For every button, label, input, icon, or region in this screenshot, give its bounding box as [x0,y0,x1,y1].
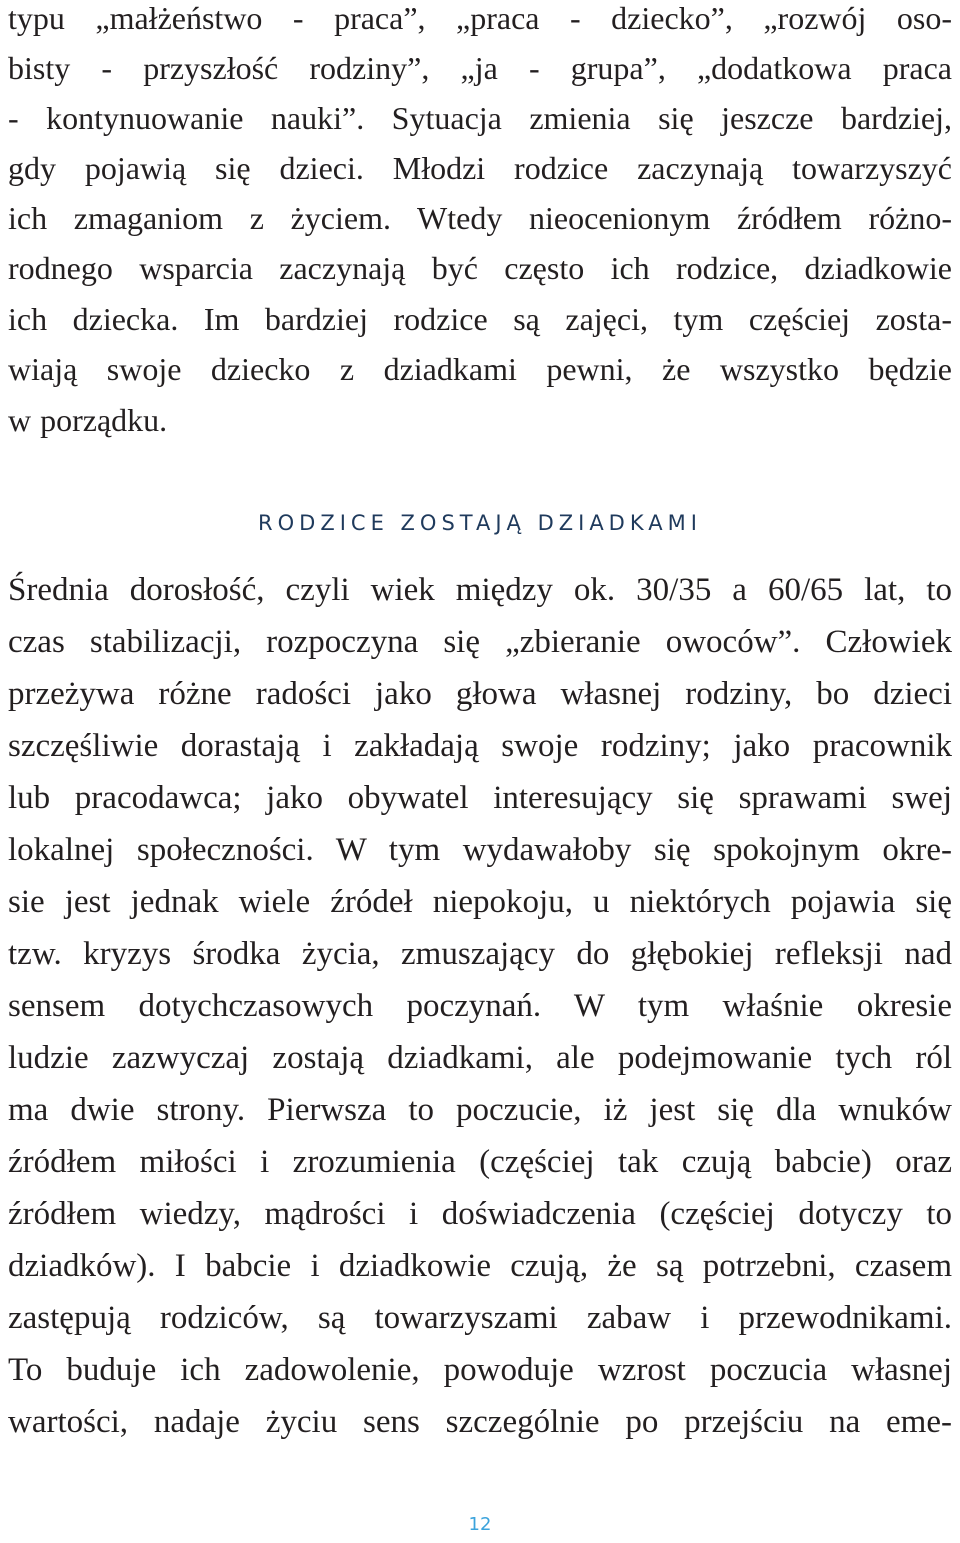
text-line: ich dziecka. Im bardziej rodzice są zajęci, tym częściej zosta- [8,301,952,337]
text-line: szczęśliwie dorastają i zakładają swoje rodziny; jako pracownik [8,728,952,764]
text-line: bisty - przyszłość rodziny”, „ja - grupa”, „dodatkowa praca [8,50,952,86]
text-line: typu „małżeństwo - praca”, „praca - dziecko”, „rozwój oso- [8,0,952,36]
text-line: rodnego wsparcia zaczynają być często ich rodzice, dziadkowie [8,250,952,286]
text-line: ich zmaganiom z życiem. Wtedy nieocenionym źródłem różno- [8,200,952,236]
text-line: lub pracodawca; jako obywatel interesujący się sprawami swej [8,780,952,816]
text-line: zastępują rodziców, są towarzyszami zabaw i przewodnikami. [8,1300,952,1336]
text-line: sensem dotychczasowych poczynań. W tym właśnie okresie [8,988,952,1024]
text-line: wiają swoje dziecko z dziadkami pewni, że wszystko będzie [8,351,952,387]
page-number: 12 [468,1514,492,1535]
text-line: przeżywa różne radości jako głowa własnej rodziny, bo dzieci [8,676,952,712]
section-heading: RODZICE ZOSTAJĄ DZIADKAMI [258,511,702,535]
text-line: wartości, nadaje życiu sens szczególnie po przejściu na eme- [8,1404,952,1440]
text-line-last: w porządku. [8,402,168,438]
text-line: sie jest jednak wiele źródeł niepokoju, u niektórych pojawia się [8,884,952,920]
text-line: czas stabilizacji, rozpoczyna się „zbieranie owoców”. Człowiek [8,624,952,660]
text-line: To buduje ich zadowolenie, powoduje wzrost poczucia własnej [8,1352,952,1388]
text-line: źródłem miłości i zrozumienia (częściej tak czują babcie) oraz [8,1144,952,1180]
text-line: Średnia dorosłość, czyli wiek między ok. 30/35 a 60/65 lat, to [8,572,952,608]
text-line: tzw. kryzys środka życia, zmuszający do głębokiej refleksji nad [8,936,952,972]
text-line: ma dwie strony. Pierwsza to poczucie, iż jest się dla wnuków [8,1092,952,1128]
text-line: dziadków). I babcie i dziadkowie czują, że są potrzebni, czasem [8,1248,952,1284]
text-line: - kontynuowanie nauki”. Sytuacja zmienia się jeszcze bardziej, [8,100,952,136]
text-line: gdy pojawią się dzieci. Młodzi rodzice zaczynają towarzyszyć [8,150,952,186]
text-line: lokalnej społeczności. W tym wydawałoby się spokojnym okre- [8,832,952,868]
text-line: ludzie zazwyczaj zostają dziadkami, ale podejmowanie tych ról [8,1040,952,1076]
text-line: źródłem wiedzy, mądrości i doświadczenia (częściej dotyczy to [8,1196,952,1232]
